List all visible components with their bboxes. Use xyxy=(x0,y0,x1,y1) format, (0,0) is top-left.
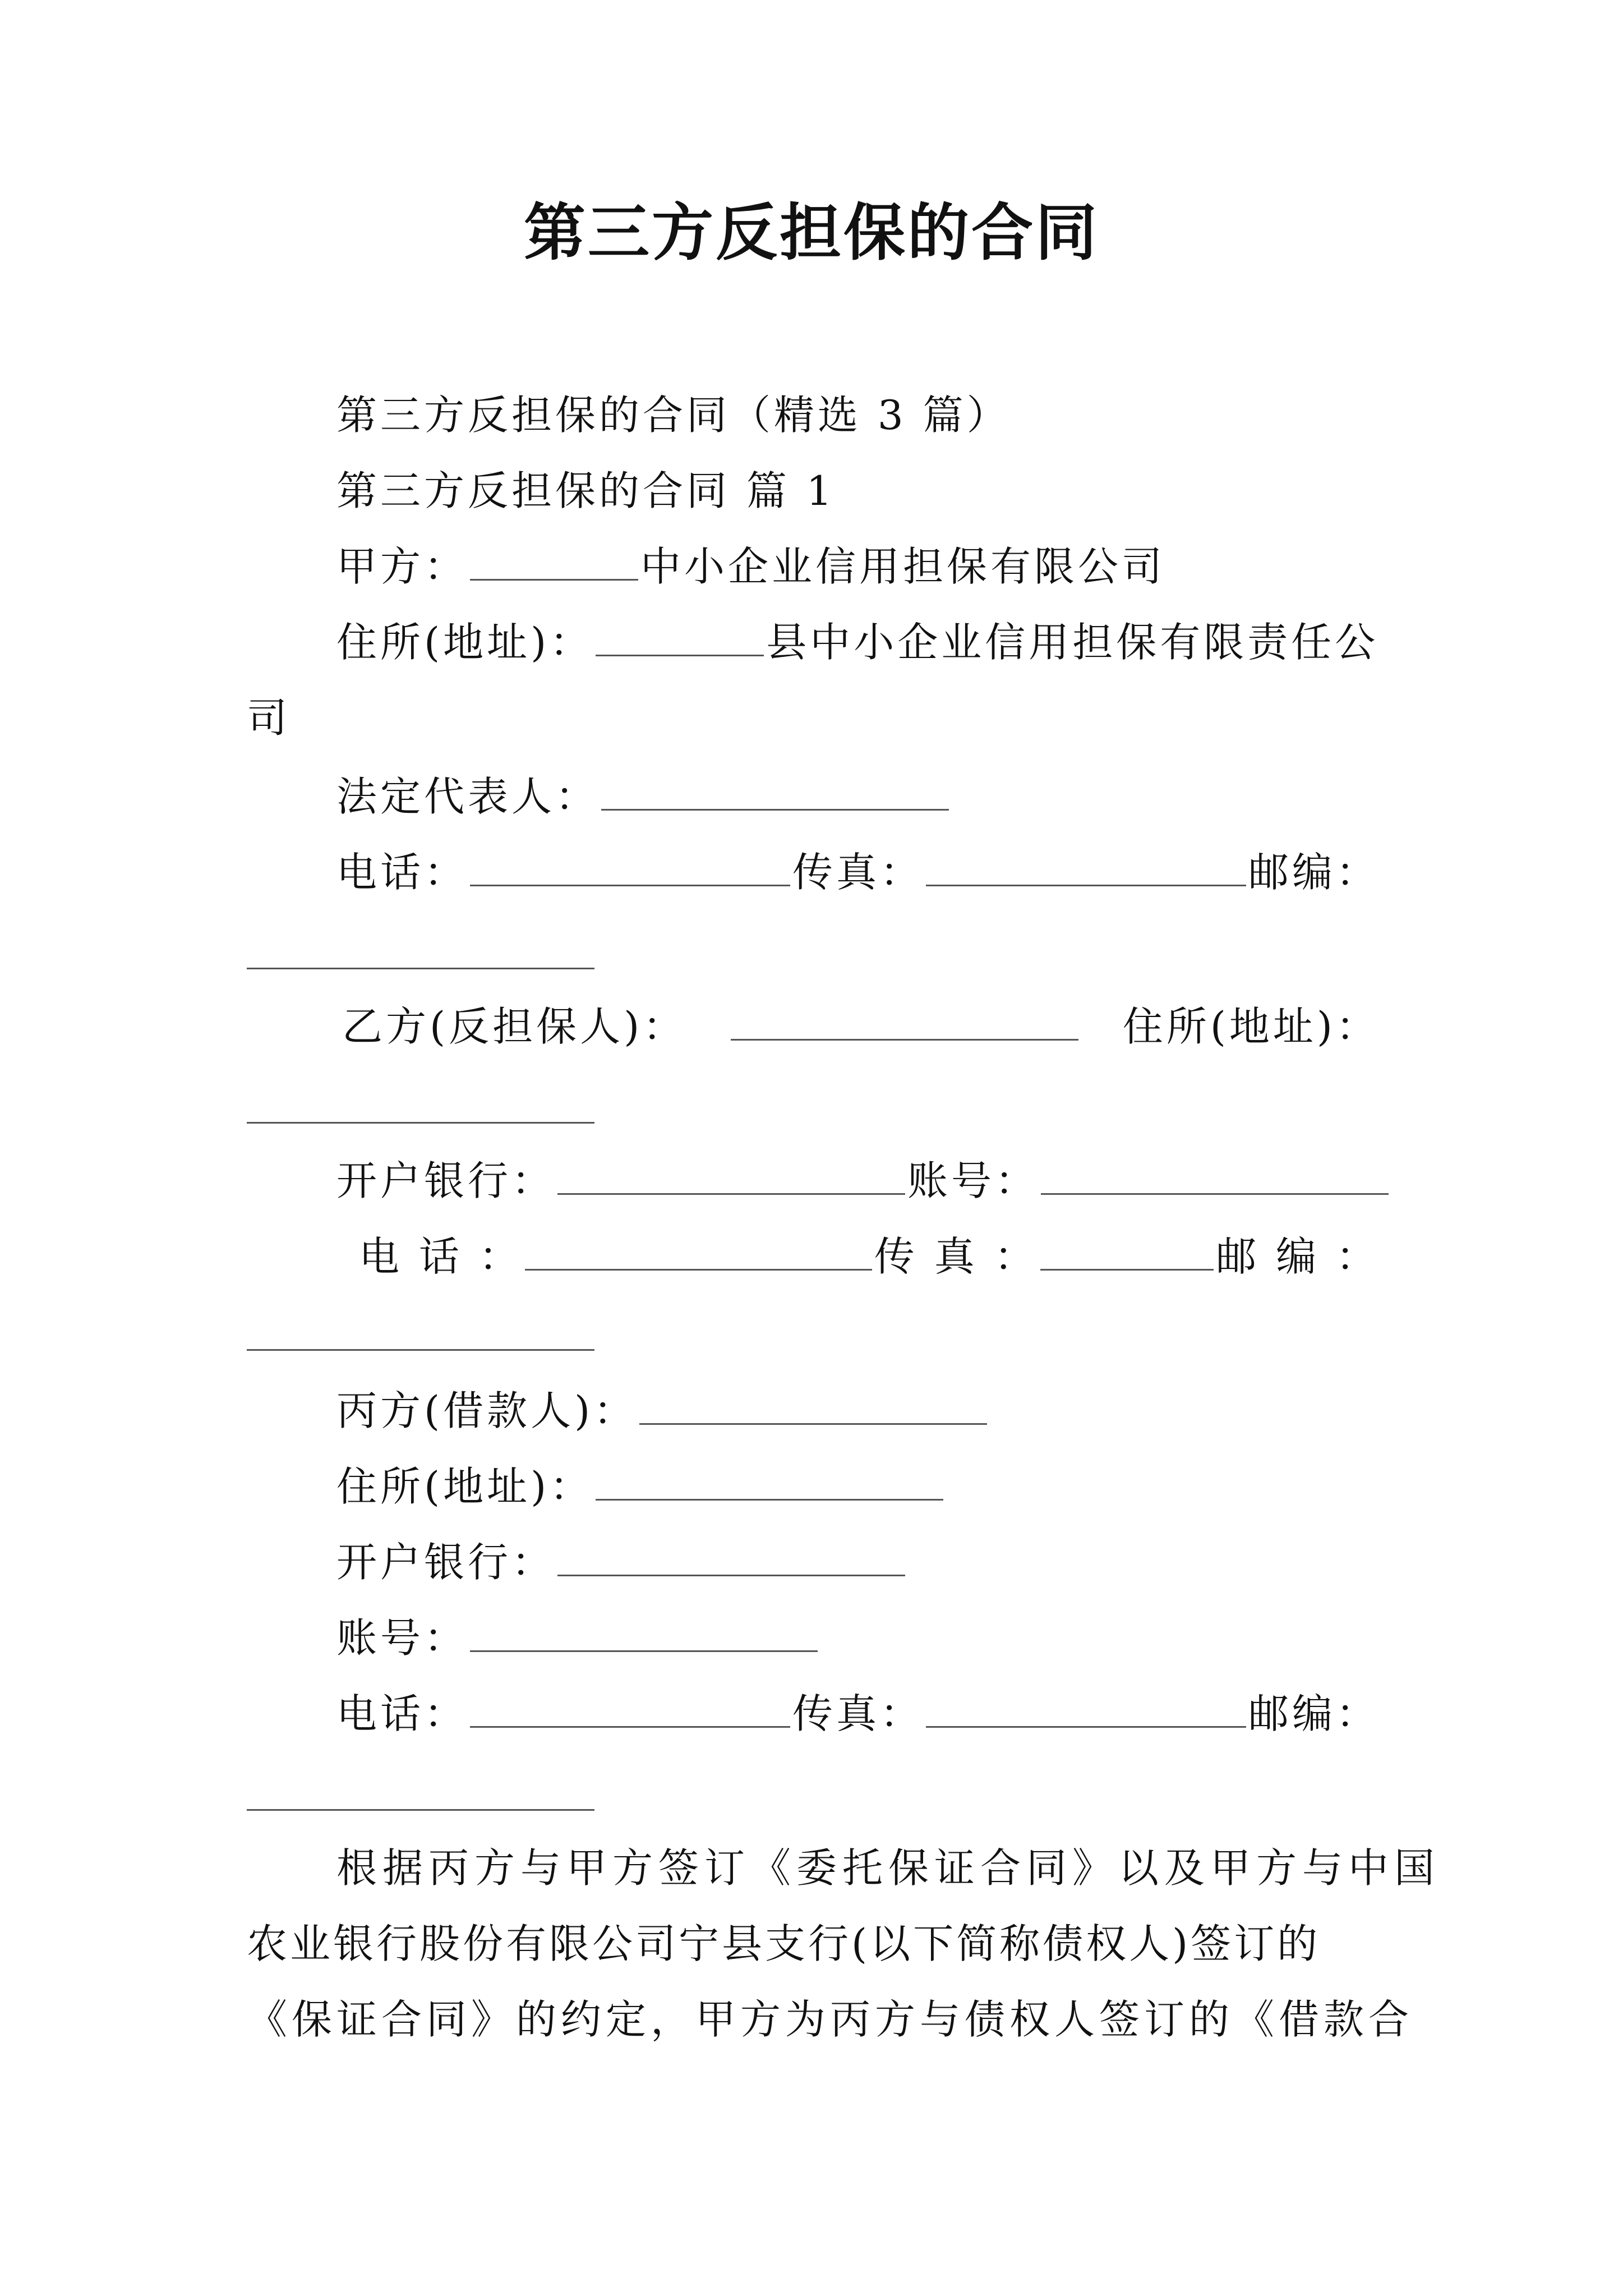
party-b-address-blank[interactable] xyxy=(247,1122,594,1124)
party-a-address-wrap: 司 xyxy=(247,694,291,742)
party-c-fax-blank[interactable] xyxy=(926,1692,1246,1728)
party-c-postcode-label: 邮编： xyxy=(1248,1690,1380,1737)
party-a-fax-blank[interactable] xyxy=(926,851,1246,886)
party-c-account-blank[interactable] xyxy=(470,1617,818,1652)
party-b-account-blank[interactable] xyxy=(1041,1159,1389,1195)
party-a-line xyxy=(336,539,1165,595)
party-b-fax-label: 传 真 ： xyxy=(874,1233,1038,1280)
party-c-line xyxy=(336,1383,989,1439)
party-c-address-line xyxy=(336,1458,946,1515)
party-b-line xyxy=(342,999,1380,1055)
party-b-contact-line xyxy=(359,1228,1380,1285)
party-b-bank-blank[interactable] xyxy=(557,1159,905,1195)
body-line-1: 根据丙方与甲方签订《委托保证合同》以及甲方与中国 xyxy=(336,1844,1441,1892)
party-b-phone-label: 电 话 ： xyxy=(359,1233,523,1280)
party-a-postcode-blank[interactable] xyxy=(247,968,594,969)
party-a-name: 中小企业信用担保有限公司 xyxy=(640,543,1166,590)
subtitle-selection: 第三方反担保的合同（精选 3 篇） xyxy=(336,392,1011,439)
party-c-account-line xyxy=(336,1610,820,1666)
party-a-address-line xyxy=(336,614,1378,670)
party-c-account-label: 账号： xyxy=(336,1614,468,1662)
party-a-label: 甲方： xyxy=(336,543,468,590)
party-c-postcode-blank[interactable] xyxy=(247,1809,594,1811)
party-c-contact-line xyxy=(336,1686,1380,1742)
party-a-phone-blank[interactable] xyxy=(470,851,790,886)
party-b-blank[interactable] xyxy=(731,1005,1078,1041)
party-c-address-label: 住所(地址)： xyxy=(336,1463,594,1510)
party-b-address-label: 住所(地址)： xyxy=(1122,1003,1380,1050)
party-c-label: 丙方(借款人)： xyxy=(336,1387,638,1434)
party-b-postcode-label: 邮 编 ： xyxy=(1216,1233,1380,1280)
party-b-account-label: 账号： xyxy=(907,1157,1039,1204)
legal-rep-blank[interactable] xyxy=(601,775,949,811)
body-line-2: 农业银行股份有限公司宁县支行(以下简称债权人)签订的 xyxy=(247,1920,1321,1967)
party-c-blank[interactable] xyxy=(639,1389,987,1425)
party-b-label: 乙方(反担保人)： xyxy=(342,1003,687,1050)
party-b-fax-blank[interactable] xyxy=(1040,1235,1214,1271)
party-b-postcode-blank[interactable] xyxy=(247,1349,594,1351)
party-a-contact-line xyxy=(336,844,1380,900)
party-c-address-blank[interactable] xyxy=(596,1465,943,1501)
party-a-address-label: 住所(地址)： xyxy=(336,619,594,666)
document-title: 第三方反担保的合同 xyxy=(524,196,1099,269)
party-b-bank-line xyxy=(336,1153,1391,1209)
section-heading: 第三方反担保的合同 篇 1 xyxy=(336,467,836,514)
party-a-legal-rep-line xyxy=(336,769,951,825)
party-c-bank-line xyxy=(336,1534,907,1590)
legal-rep-label: 法定代表人： xyxy=(336,773,600,820)
party-a-phone-label: 电话： xyxy=(336,849,468,896)
body-line-3: 《保证合同》的约定，甲方为丙方与债权人签订的《借款合 xyxy=(247,1996,1414,2043)
party-b-bank-label: 开户银行： xyxy=(336,1157,556,1204)
party-a-postcode-label: 邮编： xyxy=(1248,849,1380,896)
party-a-address-text: 县中小企业信用担保有限责任公 xyxy=(766,619,1379,666)
party-c-bank-blank[interactable] xyxy=(557,1541,905,1576)
party-a-fax-label: 传真： xyxy=(792,849,924,896)
party-c-phone-label: 电话： xyxy=(336,1690,468,1737)
party-c-bank-label: 开户银行： xyxy=(336,1539,556,1586)
party-a-address-blank[interactable] xyxy=(596,621,764,656)
party-b-phone-blank[interactable] xyxy=(525,1235,872,1271)
party-a-blank[interactable] xyxy=(470,545,638,581)
party-c-phone-blank[interactable] xyxy=(470,1692,790,1728)
party-c-fax-label: 传真： xyxy=(792,1690,924,1737)
